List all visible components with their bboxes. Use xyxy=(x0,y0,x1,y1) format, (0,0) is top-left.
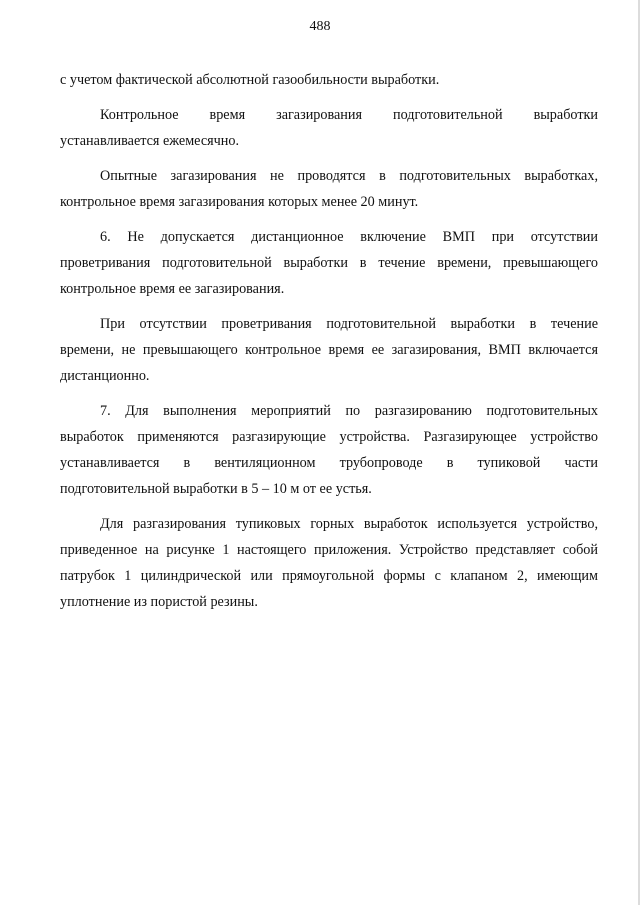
text-line: патрубок 1 цилиндрической или прямоугольной формы с клапаном 2, имеющим xyxy=(60,568,598,584)
text-line: выработок применяются разгазирующие устройства. Разгазирующее устройство xyxy=(60,429,598,445)
document-body xyxy=(60,67,598,615)
text-line: проветривания подготовительной выработки в течение времени, превышающего xyxy=(60,255,598,271)
text-line: приведенное на рисунке 1 настоящего приложения. Устройство представляет собой xyxy=(60,542,598,558)
text-line: Опытные загазирования не проводятся в подготовительных выработках, xyxy=(100,168,598,184)
paragraph-control-time xyxy=(60,102,598,154)
text-line: 7. Для выполнения мероприятий по разгазированию подготовительных xyxy=(100,403,598,419)
paragraph-continuation xyxy=(60,67,598,93)
text-line: контрольное время загазирования которых менее 20 минут. xyxy=(60,194,419,210)
text-line: 6. Не допускается дистанционное включение ВМП при отсутствии xyxy=(100,229,598,245)
page-number: 488 xyxy=(309,19,331,34)
text-line: с учетом фактической абсолютной газообильности выработки. xyxy=(60,72,440,88)
text-line: Для разгазирования тупиковых горных выработок используется устройство, xyxy=(100,516,598,532)
text-line: контрольное время ее загазирования. xyxy=(60,281,285,297)
paragraph-item-6 xyxy=(60,224,598,302)
text-line: времени, не превышающего контрольное время ее загазирования, ВМП включается xyxy=(60,342,598,358)
paragraph-test-gassing xyxy=(60,163,598,215)
text-line: Контрольное время загазирования подготовительной выработки xyxy=(100,107,598,123)
text-line: устанавливается в вентиляционном трубопроводе в тупиковой части xyxy=(60,455,598,471)
text-line: дистанционно. xyxy=(60,368,150,384)
text-line: подготовительной выработки в 5 – 10 м от ее устья. xyxy=(60,481,372,497)
text-line: устанавливается ежемесячно. xyxy=(60,133,240,149)
text-line: уплотнение из пористой резины. xyxy=(60,594,258,610)
paragraph-item-7 xyxy=(60,398,598,502)
paragraph-device-description xyxy=(60,511,598,615)
paragraph-no-ventilation xyxy=(60,311,598,389)
text-line: При отсутствии проветривания подготовительной выработки в течение xyxy=(100,316,598,332)
